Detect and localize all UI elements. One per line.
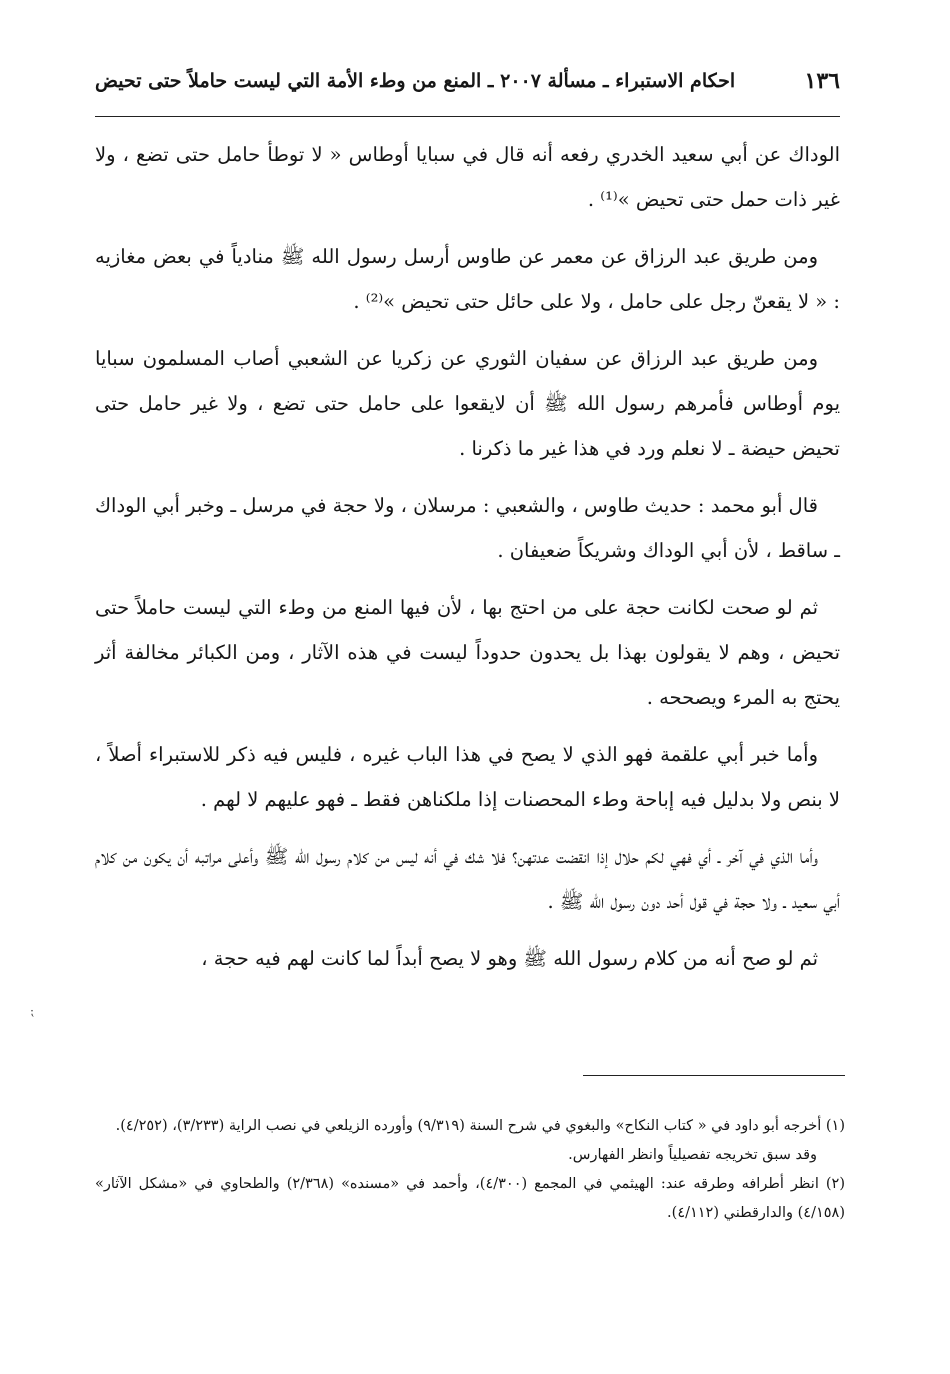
footnotes [95, 1112, 845, 1228]
footnote: (٢) انظر أطرافه وطرقه عند: الهيثمي في المجمع (٤/٣٠٠)، وأحمد في «مسنده» (٢/٣٦٨) والطحاوي في «مشكل الآثار» (٤/١٥٨) والدارقطني (٤/١١٢). [95, 1176, 845, 1221]
footnote-divider [583, 1075, 845, 1076]
margin-mark: ⁏ [29, 1004, 34, 1018]
header-divider [95, 116, 840, 117]
paragraph: قال أبو محمد : حديث طاوس ، والشعبي : مرسلان ، ولا حجة في مرسل ـ وخبر أبي الوداك ـ ساقط ، لأن أبي الوداك وشريكاً ضعيفان . [94, 494, 840, 562]
page-header [95, 58, 840, 104]
paragraph: ثم لو صح أنه من كلام رسول الله ﷺ وهو لا يصح أبداً لما كانت لهم فيه حجة ، [201, 947, 818, 970]
running-title: احكام الاستبراء ـ مسألة ٢٠٠٧ ـ المنع من وطء الأمة التي ليست حاملاً حتى تحيض [95, 70, 736, 92]
main-text [95, 132, 840, 993]
paragraph: ومن طريق عبد الرزاق عن معمر عن طاوس أرسل رسول الله ﷺ منادياً في بعض مغازيه : « لا يقعنّ رجل على حامل ، ولا على حائل حتى تحيض »⁽²⁾ . [95, 245, 840, 313]
footnote-note: وقد سبق تخريجه تفصيلياً وانظر الفهارس. [568, 1147, 817, 1163]
page-number: ١٣٦ [804, 68, 840, 94]
paragraph: الوداك عن أبي سعيد الخدري رفعه أنه قال في سبايا أوطاس « لا توطأ حامل حتى تضع ، ولا غير ذات حمل حتى تحيض »⁽¹⁾ . [95, 143, 840, 211]
paragraph: ثم لو صحت لكانت حجة على من احتج بها ، لأن فيها المنع من وطء التي ليست حاملاً حتى تحيض ، وهم لا يقولون بهذا بل يحدون حدوداً ليست في هذه الآثار ، ومن الكبائر مخالفة أثر يحتج به المرء ويصححه . [95, 596, 840, 709]
paragraph: وأما خبر أبي علقمة فهو الذي لا يصح في هذا الباب غيره ، فليس فيه ذكر للاستبراء أصلاً ، لا بنص ولا بدليل فيه إباحة وطء المحصنات إذا ملكناهن فقط ـ فهو عليهم لا لهم . [95, 743, 840, 811]
paragraph: وأما الذي في آخر ـ أي فهي لكم حلال إذا انقضت عدتهن؟ فلا شك في أنه ليس من كلام رسول الله ﷺ وأعلى مراتبه أن يكون من كلام أبي سعيد ـ ولا حجة في قول أحد دون رسول الله ﷺ . [95, 845, 840, 913]
footnote: (١) أخرجه أبو داود في « كتاب النكاح» والبغوي في شرح السنة (٩/٣١٩) وأورده الزيلعي في نصب الراية (٣/٢٣٣)، (٤/٢٥٢). [115, 1118, 845, 1134]
paragraph: ومن طريق عبد الرزاق عن سفيان الثوري عن زكريا عن الشعبي أصاب المسلمون سبايا يوم أوطاس فأمرهم رسول الله ﷺ أن لايقعوا على حامل حتى تضع ، ولا غير حامل حتى تحيض حيضة ـ لا نعلم ورد في هذا غير ما ذكرنا . [95, 347, 840, 460]
